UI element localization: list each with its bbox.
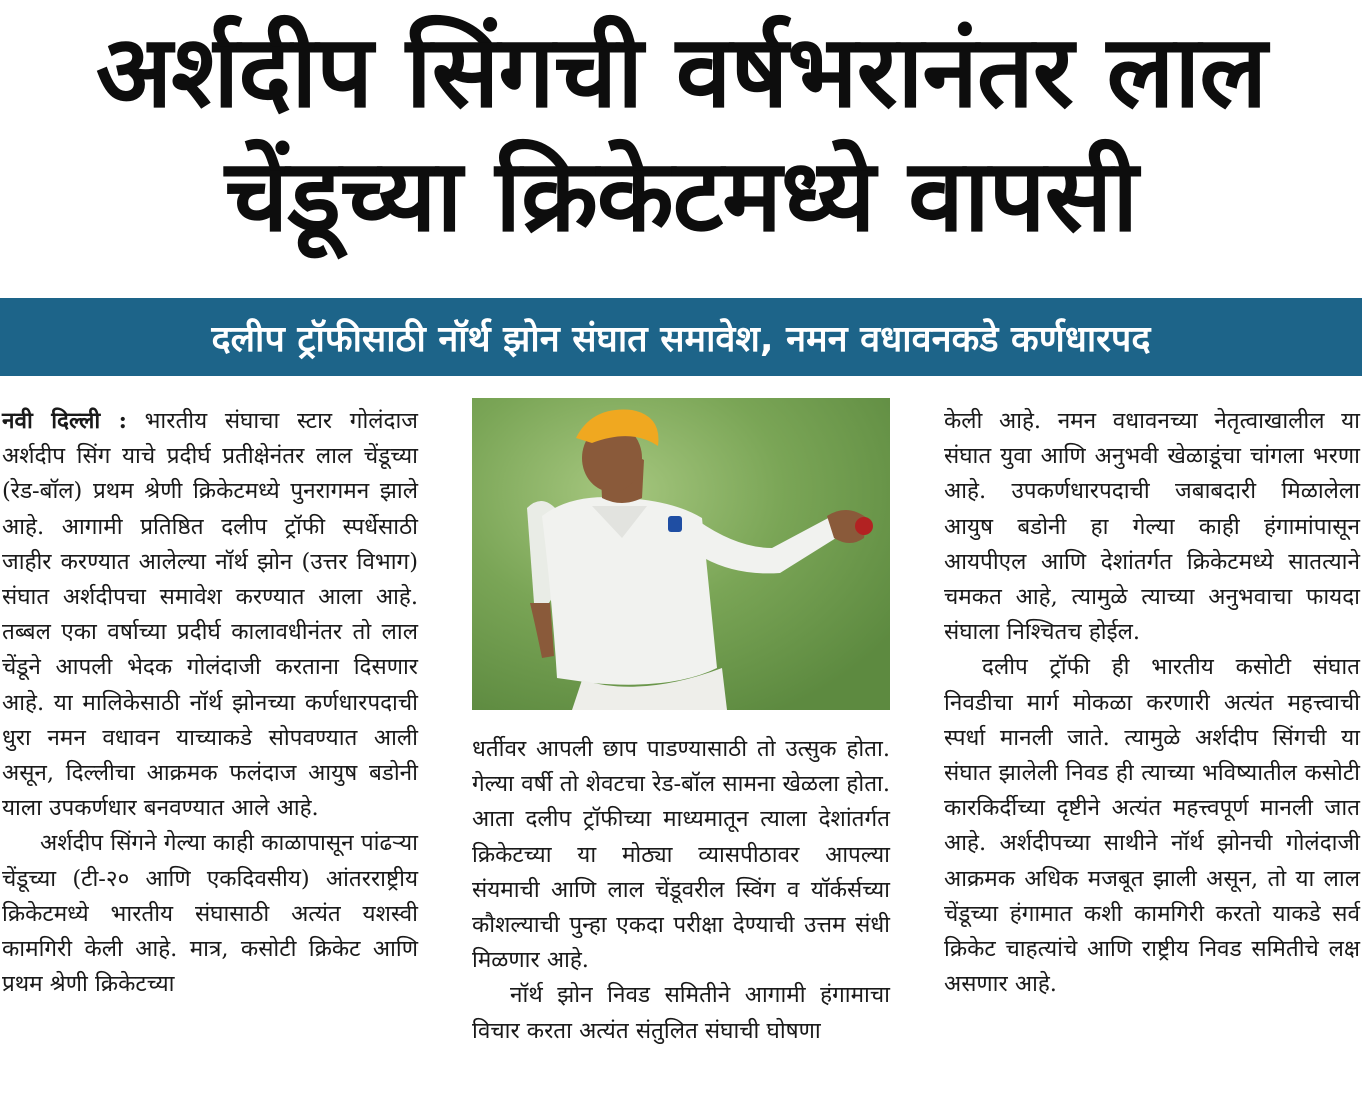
bowler-illustration-icon <box>472 398 890 710</box>
article-paragraph: केली आहे. नमन वधावनच्या नेतृत्वाखालील या संघात युवा आणि अनुभवी खेळाडूंचा चांगला भरणा आहे. उपकर्णधारपदाची जबाबदारी मिळालेला आयुष बडोनी हा गेल्या काही हंगामांपासून आयपीएल आणि देशांतर्गत क्रिकेटमध्ये सातत्याने चमकत आहे, त्यामुळे त्याच्या अनुभवाचा फायदा संघाला निश्चितच होईल. <box>944 408 1360 646</box>
subheadline-bar <box>0 298 1362 376</box>
headline-line-1: अर्शदीप सिंगची वर्षभरानंतर लाल <box>95 13 1267 130</box>
article-paragraph: धर्तीवर आपली छाप पाडण्यासाठी तो उत्सुक होता. गेल्या वर्षी तो शेवटचा रेड-बॉल सामना खेळला होता. आता दलीप ट्रॉफीच्या माध्यमातून त्याला देशांतर्गत क्रिकेटच्या या मोठ्या व्यासपीठावर आपल्या संयमाची आणि लाल चेंडूवरील स्विंग व यॉर्कर्सच्या कौशल्याची पुन्हा एकदा परीक्षा देण्याची उत्तम संधी मिळणार आहे. <box>472 736 890 974</box>
article-column-left <box>2 404 418 1002</box>
paragraph-text: भारतीय संघाचा स्टार गोलंदाज अर्शदीप सिंग याचे प्रदीर्घ प्रतीक्षेनंतर लाल चेंडूच्या (रेड-बॉल) प्रथम श्रेणी क्रिकेटमध्ये पुनरागमन झाले आहे. आगामी प्रतिष्ठित दलीप ट्रॉफी स्पर्धेसाठी जाहीर करण्यात आलेल्या नॉर्थ झोन (उत्तर विभाग) संघात अर्शदीपचा समावेश करण्यात आला आहे. तब्बल एका वर्षाच्या प्रदीर्घ कालावधीनंतर तो लाल चेंडूने आपली भेदक गोलंदाजी करताना दिसणार आहे. या मालिकेसाठी नॉर्थ झोनच्या कर्णधारपदाची धुरा नमन वधावन याच्याकडे सोपवण्यात आली असून, दिल्लीचा आक्रमक फलंदाज आयुष बडोनी याला उपकर्णधार बनवण्यात आले आहे. <box>2 408 419 822</box>
dateline: नवी दिल्ली : <box>2 408 127 434</box>
article-paragraph: दलीप ट्रॉफी ही भारतीय कसोटी संघात निवडीचा मार्ग मोकळा करणारी अत्यंत महत्त्वाची स्पर्धा मानली जाते. त्यामुळे अर्शदीप सिंगची या संघात झालेली निवड ही त्याच्या भविष्यातील कसोटी कारकिर्दीच्या दृष्टीने अत्यंत महत्त्वपूर्ण मानली जात आहे. अर्शदीपच्या साथीने नॉर्थ झोनची गोलंदाजी आक्रमक अधिक मजबूत झाली असून, तो या लाल चेंडूच्या हंगामात कशी कामगिरी करतो याकडे सर्व क्रिकेट चाहत्यांचे आणि राष्ट्रीय निवड समितीचे लक्ष असणार आहे. <box>944 654 1360 998</box>
cricket-player-photo <box>472 398 890 710</box>
headline-line-2: चेंडूच्या क्रिकेटमध्ये वापसी <box>224 137 1138 254</box>
article-paragraph: अर्शदीप सिंगने गेल्या काही काळापासून पांढऱ्या चेंडूच्या (टी-२० आणि एकदिवसीय) आंतरराष्ट्रीय क्रिकेटमध्ये भारतीय संघासाठी अत्यंत यशस्वी कामगिरी केली आहे. मात्र, कसोटी क्रिकेट आणि प्रथम श्रेणी क्रिकेटच्या <box>2 830 418 998</box>
article-column-right <box>944 404 1360 1002</box>
article-column-middle <box>472 732 890 1049</box>
headline <box>0 10 1362 258</box>
article-paragraph <box>2 404 418 826</box>
subheadline: दलीप ट्रॉफीसाठी नॉर्थ झोन संघात समावेश, नमन वधावनकडे कर्णधारपद <box>211 318 1151 360</box>
article-paragraph: नॉर्थ झोन निवड समितीने आगामी हंगामाचा विचार करता अत्यंत संतुलित संघाची घोषणा <box>472 982 890 1044</box>
